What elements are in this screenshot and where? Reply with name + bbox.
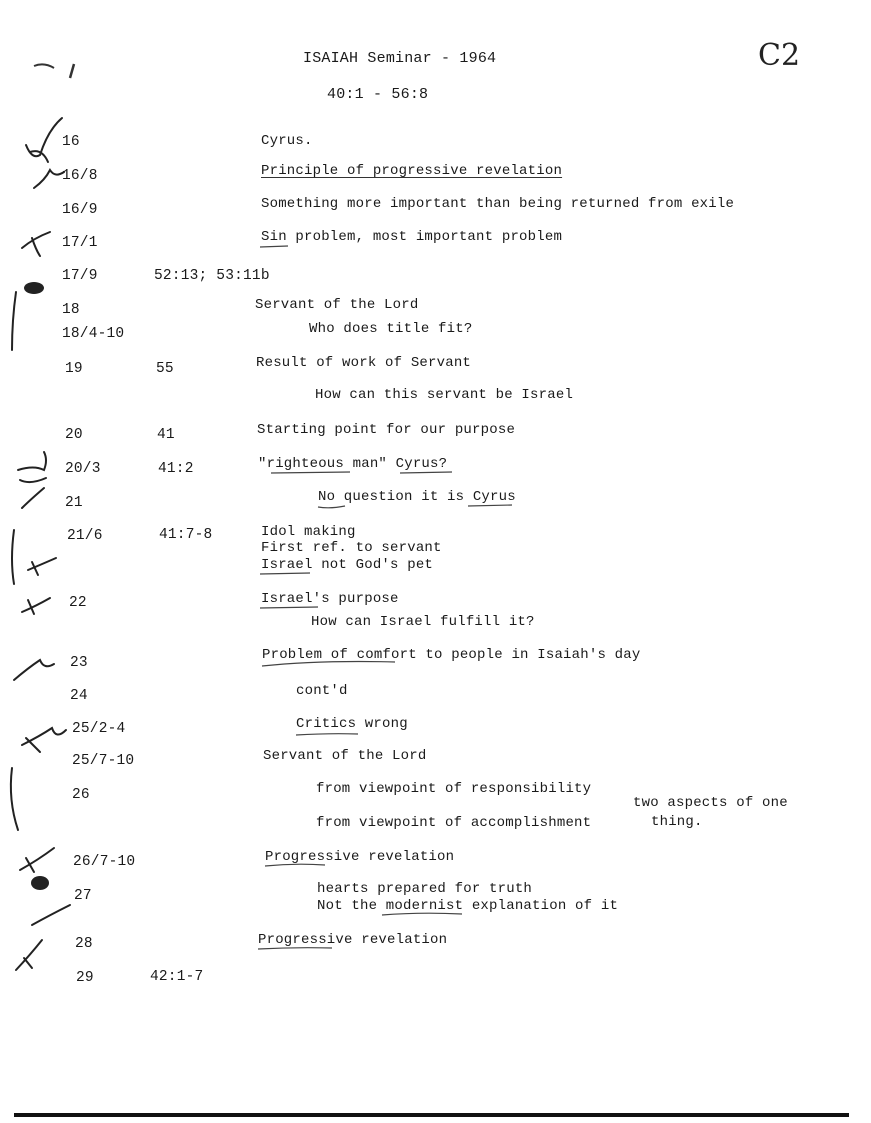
topic-text: from viewpoint of accomplishment <box>316 815 592 831</box>
page-ref: 21 <box>65 495 83 511</box>
topic-text: Result of work of Servant <box>256 355 472 371</box>
topic-text: Something more important than being returned from exile <box>261 196 735 212</box>
page-ref: 16 <box>62 134 80 150</box>
page-ref: 17/9 <box>62 268 98 284</box>
topic-text: Progressive revelation <box>258 932 448 948</box>
scripture-ref: 52:13; 53:11b <box>154 268 270 284</box>
topic-text: Who does title fit? <box>309 321 473 337</box>
side-note-line: two aspects of one <box>633 795 788 811</box>
topic-text: Principle of progressive revelation <box>261 163 563 179</box>
topic-text: hearts prepared for truth <box>317 881 533 897</box>
margin-check-marks <box>0 0 130 1123</box>
page-ref: 20 <box>65 427 83 443</box>
corner-handwritten-mark: C2 <box>758 38 801 73</box>
topic-text: Problem of comfort to people in Isaiah's day <box>262 647 641 663</box>
page-ref: 18 <box>62 302 80 318</box>
topic-text: Progressive revelation <box>265 849 455 865</box>
page-ref: 16/8 <box>62 168 98 184</box>
topic-text: from viewpoint of responsibility <box>316 781 592 797</box>
document-subtitle: 40:1 - 56:8 <box>327 86 429 103</box>
page-ref: 21/6 <box>67 528 103 544</box>
topic-text: Israel's purpose <box>261 591 399 607</box>
page-ref: 19 <box>65 361 83 377</box>
page-ref: 27 <box>74 888 92 904</box>
page-ref: 25/2-4 <box>72 721 126 737</box>
page-ref: 29 <box>76 970 94 986</box>
page-ref: 20/3 <box>65 461 101 477</box>
page-ref: 22 <box>69 595 87 611</box>
topic-text: Israel not God's pet <box>261 557 434 573</box>
page-ref: 17/1 <box>62 235 98 251</box>
topic-text: How can this servant be Israel <box>315 387 574 403</box>
page-ref: 18/4-10 <box>62 326 125 342</box>
topic-text: "righteous man" Cyrus? <box>258 456 448 472</box>
topic-text: How can Israel fulfill it? <box>311 614 535 630</box>
side-note-line: thing. <box>651 814 703 830</box>
topic-text: Servant of the Lord <box>263 748 427 764</box>
scripture-ref: 41 <box>157 427 175 443</box>
page-ref: 26 <box>72 787 90 803</box>
topic-text: First ref. to servant <box>261 540 442 556</box>
page-ref: 24 <box>70 688 88 704</box>
topic-text: cont'd <box>296 683 348 699</box>
scripture-ref: 41:2 <box>158 461 194 477</box>
document-title: ISAIAH Seminar - 1964 <box>303 50 497 67</box>
topic-text: Not the modernist explanation of it <box>317 898 619 914</box>
scripture-ref: 55 <box>156 361 174 377</box>
topic-text: Idol making <box>261 524 356 540</box>
topic-text: No question it is Cyrus <box>318 489 516 505</box>
page-ref: 25/7-10 <box>72 753 135 769</box>
page-ref: 28 <box>75 936 93 952</box>
page-ref: 26/7-10 <box>73 854 136 870</box>
page-ref: 23 <box>70 655 88 671</box>
topic-text: Sin problem, most important problem <box>261 229 563 245</box>
scripture-ref: 41:7-8 <box>159 527 213 543</box>
topic-text: Servant of the Lord <box>255 297 419 313</box>
page-bottom-edge <box>14 1113 849 1117</box>
page-ref: 16/9 <box>62 202 98 218</box>
topic-text: Critics wrong <box>296 716 408 732</box>
topic-text: Cyrus. <box>261 133 313 149</box>
scripture-ref: 42:1-7 <box>150 969 204 985</box>
topic-text: Starting point for our purpose <box>257 422 516 438</box>
